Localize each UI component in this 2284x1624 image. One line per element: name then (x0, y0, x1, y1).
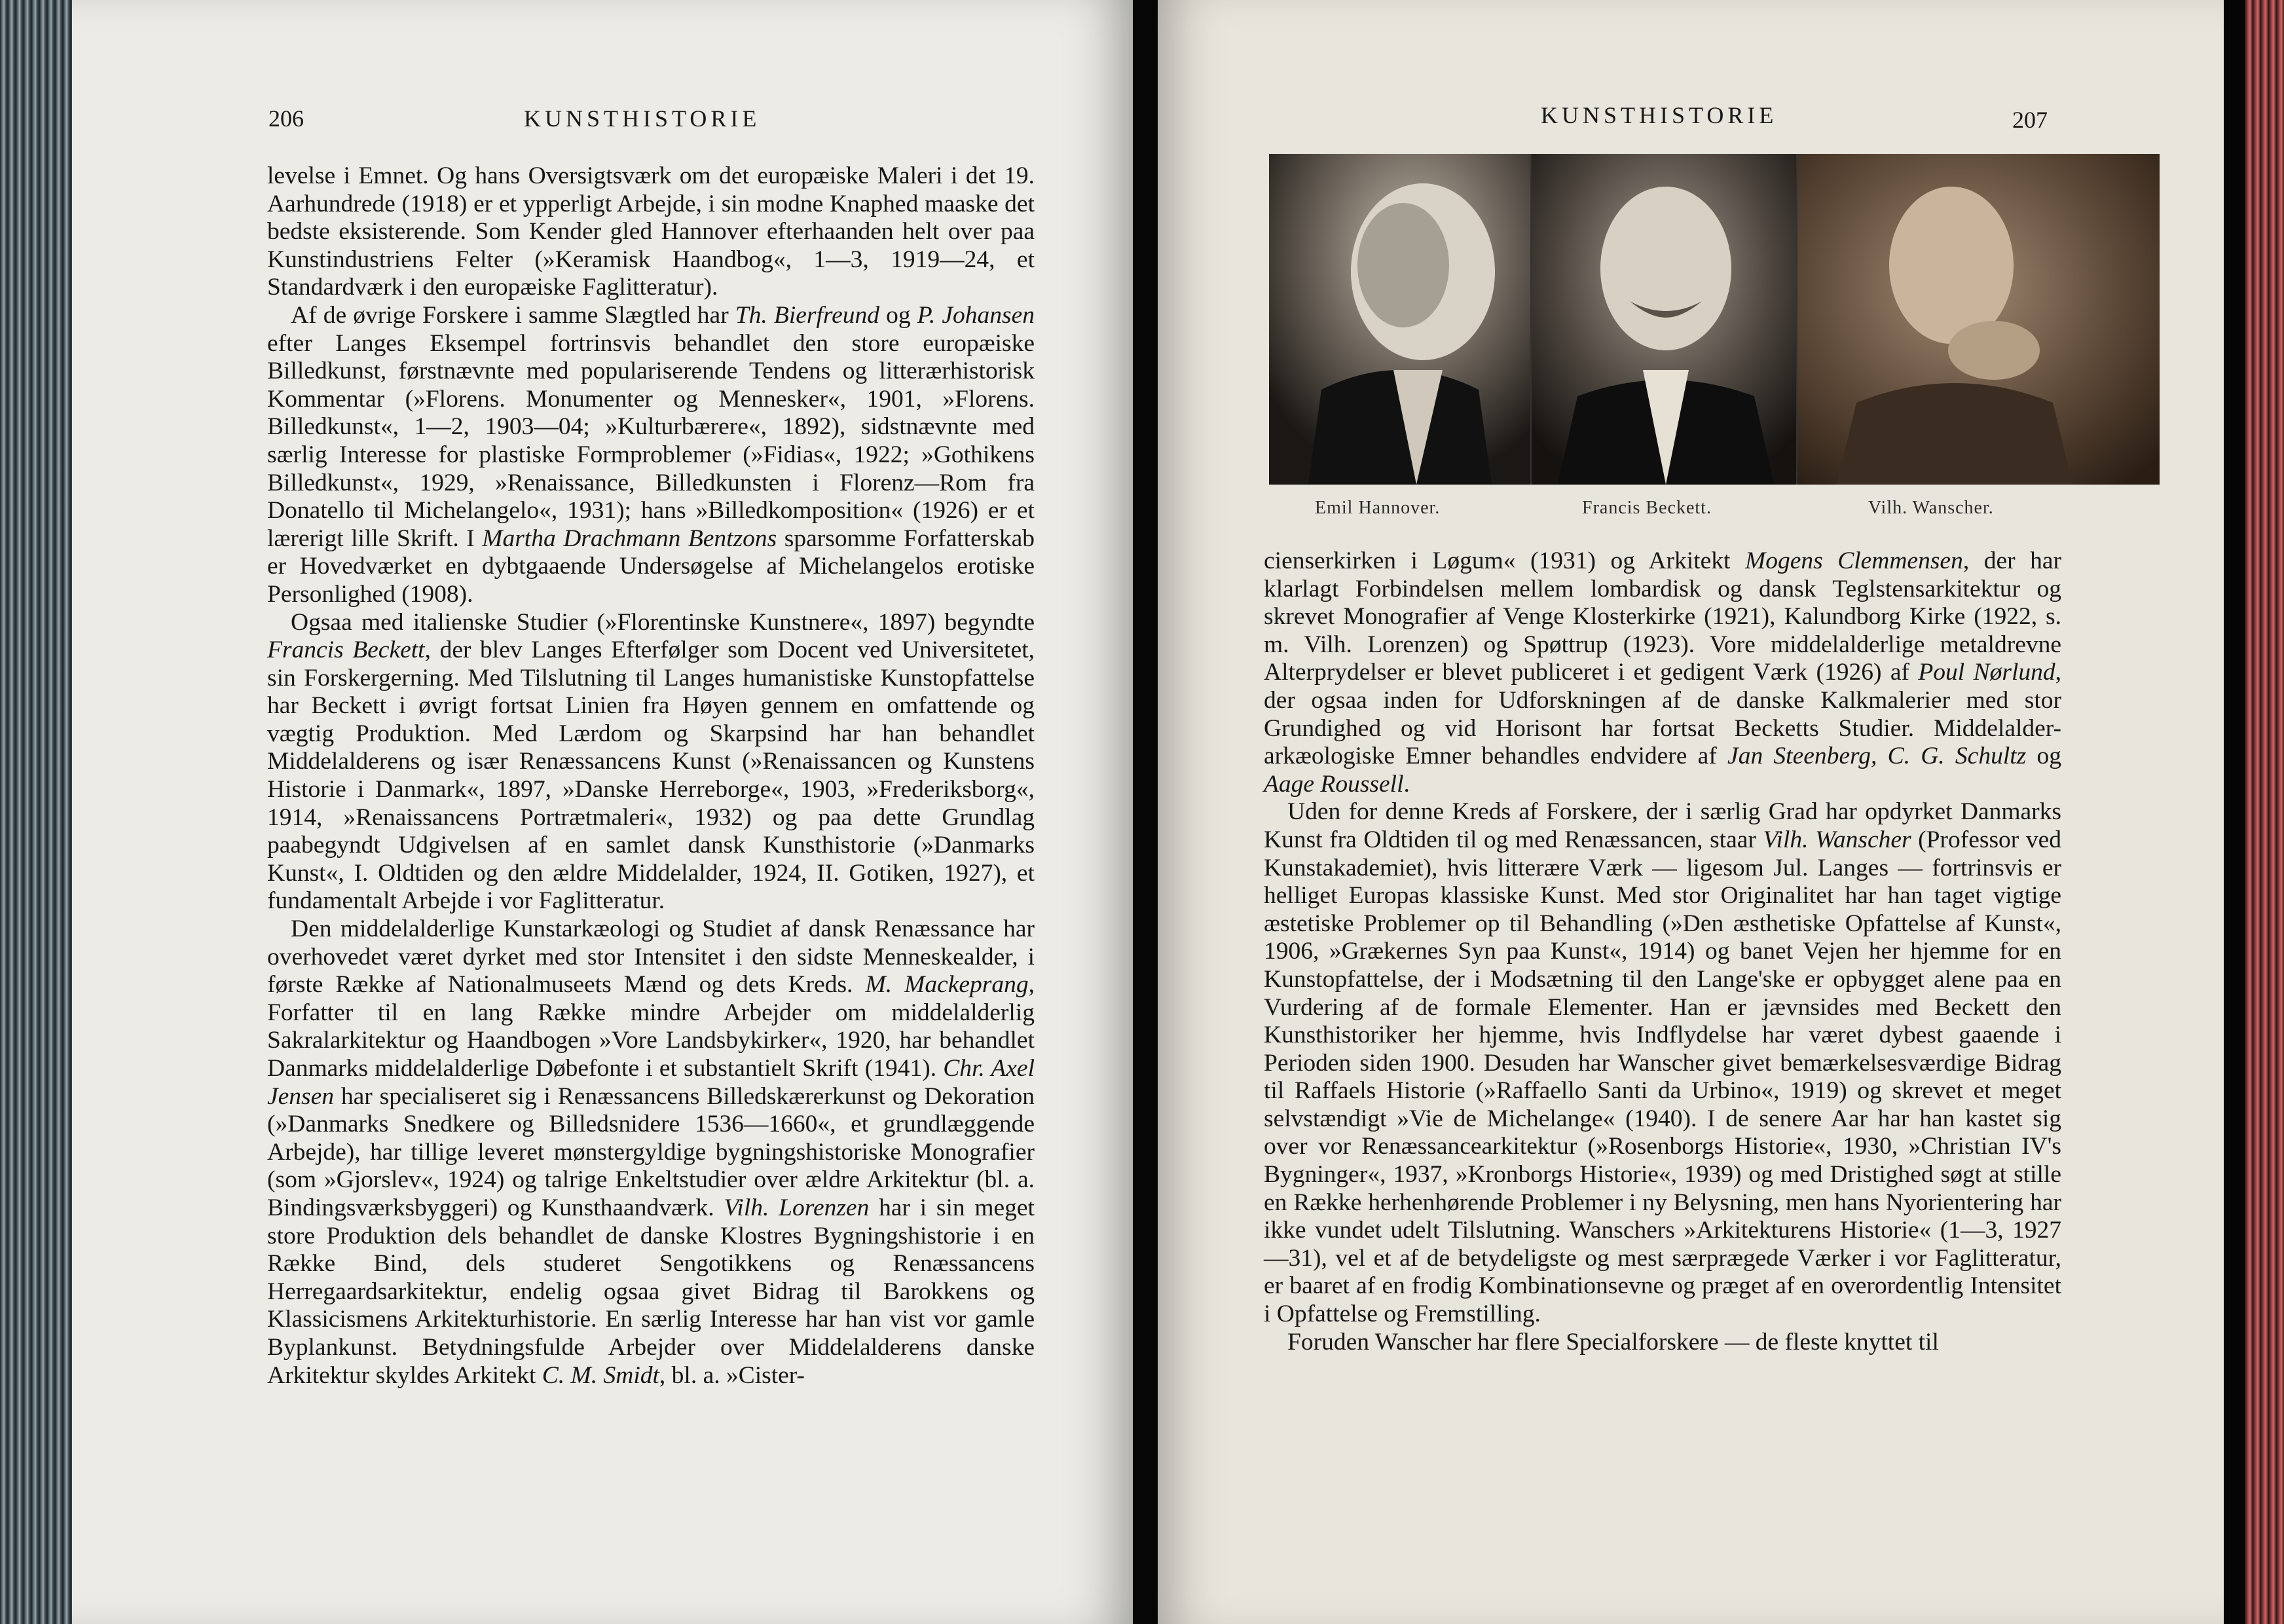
paragraph: Foruden Wanscher har flere Specialforskere — de fleste knyttet til (1287, 1328, 1939, 1356)
italic-name: Vilh. Lorenzen (724, 1194, 870, 1221)
left-page (72, 0, 1133, 1624)
italic-name: Mogens Clemmensen (1744, 547, 1963, 574)
paragraph: Den middelalderlige Kunstarkæologi og Studiet af dansk Renæssance har overhovedet været dyrket med stor Intensitet i den sidste Menneskealder, i første Række af Nationalmuseets Mænd og dets Kreds. M. Mackeprang, Forfatter til en lang Række mindre Arbejder om middelalderlig Sakralarkitektur og Haandbogen »Vore Landsbykirker«, 1920, har behandlet Danmarks middelalderlige Døbefonte i et substantielt Skrift (1941). Chr. Axel Jensen har specialiseret sig i Renæssancens Billedskærerkunst og Dekoration (»Danmarks Snedkere og Billedsnidere 1536—1660«, et grundlæggende Arbejde), har tillige leveret mønstergyldige bygningshistoriske Monografier (som »Gjorslev«, 1924) og talrige Enkeltstudier over ældre Arkitektur (bl. a. Bindingsværksbyggeri) og Kunsthaandværk. Vilh. Lorenzen har i sin meget store Produktion dels behandlet de danske Klostres Bygningshistorie i en Række Bind, dels studeret Sengotikkens og Renæssancens Herregaardsarkitektur, endelig ogsaa givet Bidrag til Barokkens og Klassicismens Arkitekturhistorie. En særlig Interesse har han vist vor gamle Byplankunst. Betydningsfulde Arbejder over Middelalderens danske Arkitektur skyldes Arkitekt C. M. Smidt, bl. a. »Cister- (267, 915, 1035, 1389)
italic-name: Francis Beckett (267, 637, 425, 664)
body-text (1264, 547, 2061, 1356)
paragraph: levelse i Emnet. Og hans Oversigtsværk om det europæiske Maleri i det 19. Aarhundrede (1918) er et ypperligt Arbejde, i sin modne Knaphed maaske det bedste eksisterende. Som Kender gled Hannover efterhaanden helt over paa Kunstindustriens Felter (»Keramisk Haandbog«, 1—3, 1919—24, et Standardværk i den europæiske Faglitteratur). (267, 162, 1035, 301)
page-number: 206 (268, 105, 304, 132)
book-gutter (1133, 0, 1158, 1624)
paragraph: Uden for denne Kreds af Forskere, der i særlig Grad har opdyrket Danmarks Kunst fra Oldtiden til og med Renæssancen, staar Vilh. Wanscher (Professor ved Kunstakademiet), hvis litterære Værk — ligesom Jul. Langes — fortrinsvis er helliget Europas klassiske Kunst. Med stor Originalitet har han taget vigtige æstetiske Problemer op til Behandling (»Den æsthetiske Opfattelse af Kunst«, 1906, »Grækernes Syn paa Kunst«, 1914) og banet Vejen her hjemme for en Kunstopfattelse, der i Modsætning til den Lange'ske er opbygget alene paa en Vurdering af de formale Elementer. Han er jævnsides med Beckett den Kunsthistoriker her hjemme, hvis Indflydelse har været dybest gaaende i Perioden siden 1900. Desuden har Wanscher givet bemærkelsesværdige Bidrag til Raffaels Historie (»Raffaello Santi da Urbino«, 1919) og skrevet et meget selvstændigt »Vie de Michelange« (1940). I de senere Aar har han kastet sig over vor Renæssancearkitektur (»Rosenborgs Historie«, 1930, »Christian IV's Bygninger«, 1937, »Kronborgs Historie«, 1939) og med Dristighed søgt at stille en Række herhenhørende Problemer i ny Belysning, men hans Nyorientering har ikke vundet udelt Tilslutning. Wanschers »Arkitekturens Historie« (1—3, 1927—31), vel et af de betydeligste og mest særprægede Værker i vor Faglitteratur, er baaret af en frodig Kombinationsevne og præget af en overordentlig Intensitet i Opfattelse og Fremstilling. (1264, 798, 2061, 1328)
page-number: 207 (2012, 107, 2048, 133)
book-fore-edge-right (2245, 0, 2284, 1624)
caption-emil-hannover: Emil Hannover. (1315, 498, 1441, 518)
paragraph: cienserkirken i Løgum« (1931) og Arkitekt Mogens Clemmensen, der har klarlagt Forbindelsen mellem lombardisk og dansk Teglstensarkitektur og skrevet Monografier af Venge Klosterkirke (1921), Kalundborg Kirke (1922, s. m. Vilh. Lorenzen) og Spøttrup (1923). Vore middelalderlige metaldrevne Alterprydelser er blevet publiceret i et gedigent Værk (1926) af Poul Nørlund, der ogsaa inden for Udforskningen af de danske Kalkmalerier med stor Grundighed og vid Horisont har fortsat Becketts Studier. Middelalder-arkæologiske Emner behandles endvidere af Jan Steenberg, C. G. Schultz og Aage Roussell. (1264, 547, 2062, 798)
portrait-francis-beckett (1530, 154, 1796, 485)
caption-vilh-wanscher: Vilh. Wanscher. (1868, 498, 1994, 518)
italic-name: Jan Steenberg, C. G. Schultz (1727, 743, 2027, 770)
italic-name: Poul Nørlund (1918, 659, 2055, 686)
italic-name: M. Mackeprang (865, 971, 1029, 999)
italic-name: Vilh. Wanscher (1763, 826, 1911, 853)
running-head: KUNSTHISTORIE (1541, 102, 1778, 128)
italic-name: Martha Drachmann Bentzons (482, 525, 777, 552)
caption-francis-beckett: Francis Beckett. (1582, 498, 1712, 518)
portrait-photos (1269, 154, 2160, 485)
italic-name: Th. Bierfreund (735, 301, 880, 329)
italic-name: Aage Roussell (1264, 770, 1404, 798)
paragraph: Af de øvrige Forskere i samme Slægtled har Th. Bierfreund og P. Johansen efter Langes Eksempel fortrinsvis behandlet den store europæiske Billedkunst, førstnævnte med populariserende Tendens og litterærhistorisk Kommentar (»Florens. Monumenter og Mennesker«, 1901, »Florens. Billedkunst«, 1—2, 1903—04; »Kulturbærere«, 1892), sidstnævnte med særlig Interesse for plastiske Formproblemer (»Fidias«, 1922; »Gothikens Billedkunst«, 1929, »Renaissance, Billedkunsten i Florenz—Rom fra Donatello til Michelangelo«, 1931); hans »Billedkomposition« (1926) er et lærerigt lille Skrift. I Martha Drachmann Bentzons sparsomme Forfatterskab er Hovedværket en dybtgaaende Undersøgelse af Michelangelos erotiske Personlighed (1908). (267, 301, 1035, 608)
portrait-emil-hannover (1269, 154, 1530, 485)
paragraph: Ogsaa med italienske Studier (»Florentinske Kunstnere«, 1897) begyndte Francis Beckett, der blev Langes Efterfølger som Docent ved Universitetet, sin Forskergerning. Med Tilslutning til Langes humanistiske Kunstopfattelse har Beckett i øvrigt fortsat Linien fra Høyen gennem en omfattende og vægtig Produktion. Med Lærdom og Skarpsind har han behandlet Middelalderens og især Renæssancens Kunst (»Renaissancen og Kunstens Historie i Danmark«, 1897, »Danske Herreborge«, 1903, »Frederiksborg«, 1914, »Renaissancens Portrætmaleri«, 1932) og paa dette Grundlag paabegyndt Udgivelsen af en samlet dansk Kunsthistorie (»Danmarks Kunst«, I. Oldtiden og den ældre Middelalder, 1924, II. Gotiken, 1927), et fundamentalt Arbejde i vor Faglitteratur. (267, 608, 1035, 915)
right-page (1158, 0, 2224, 1624)
portrait-vilh-wanscher (1796, 154, 2160, 485)
running-head: KUNSTHISTORIE (524, 105, 761, 132)
italic-name: P. Johansen (917, 301, 1035, 329)
italic-name: Chr. Axel Jensen (267, 1055, 1035, 1110)
body-text (267, 162, 1035, 1390)
italic-name: C. M. Smidt (542, 1361, 659, 1389)
